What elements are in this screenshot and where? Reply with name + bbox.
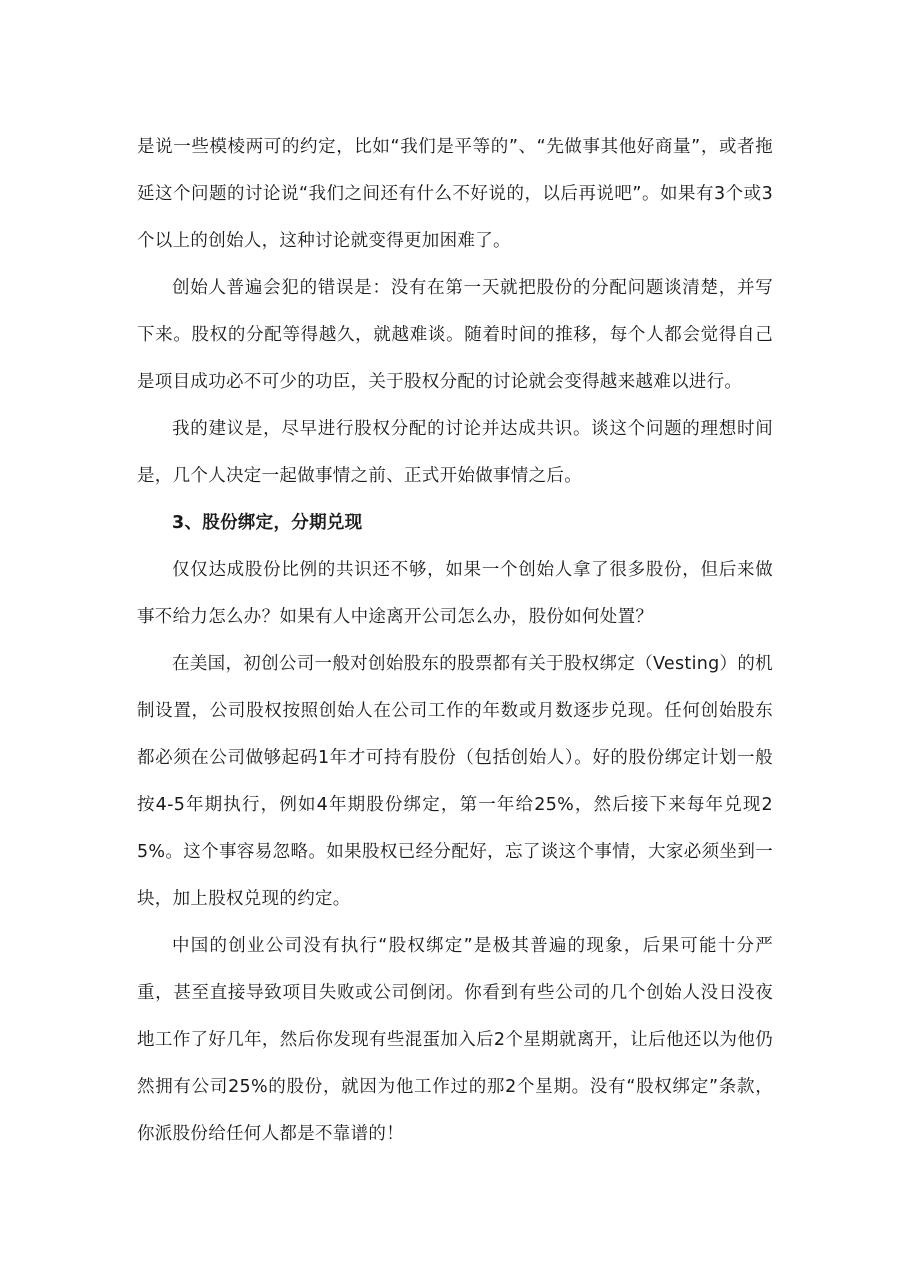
paragraph-vesting-us: 在美国，初创公司一般对创始股东的股票都有关于股权绑定（Vesting）的机制设置，公司股权按照创始人在公司工作的年数或月数逐步兑现。任何创始股东都必须在公司做够起码1年才可持有股份（包括创始人）。好的股份绑定计划一般按4-5年期执行，例如4年期股份绑定，第一年给25%，然后接下来每年兑现25%。这个事容易忽略。如果股权已经分配好，忘了谈这个事情，大家必须坐到一块，加上股权兑现的约定。 xyxy=(137,654,773,909)
paragraph-consensus-not-enough: 仅仅达成股份比例的共识还不够，如果一个创始人拿了很多股份，但后来做事不给力怎么办？如果有人中途离开公司怎么办，股份如何处置？ xyxy=(137,560,773,627)
paragraph-continued: 是说一些模棱两可的约定，比如“我们是平等的”、“先做事其他好商量”，或者拖延这个问题的讨论说“我们之间还有什么不好说的，以后再说吧”。如果有3个或3个以上的创始人，这种讨论就变得更加困难了。 xyxy=(137,137,773,251)
document-body xyxy=(137,124,773,1158)
paragraph-vesting-china: 中国的创业公司没有执行“股权绑定”是极其普遍的现象，后果可能十分严重，甚至直接导致项目失败或公司倒闭。你看到有些公司的几个创始人没日没夜地工作了好几年，然后你发现有些混蛋加入后2个星期就离开，让后他还以为他仍然拥有公司25%的股份，就因为他工作过的那2个星期。没有“股权绑定”条款，你派股份给任何人都是不靠谱的！ xyxy=(137,936,773,1144)
section-heading: 3、股份绑定，分期兑现 xyxy=(172,513,363,533)
paragraph-recommendation: 我的建议是，尽早进行股权分配的讨论并达成共识。谈这个问题的理想时间是，几个人决定一起做事情之前、正式开始做事情之后。 xyxy=(137,419,773,486)
paragraph-common-mistake: 创始人普遍会犯的错误是：没有在第一天就把股份的分配问题谈清楚，并写下来。股权的分配等得越久，就越难谈。随着时间的推移，每个人都会觉得自己是项目成功必不可少的功臣，关于股权分配的讨论就会变得越来越难以进行。 xyxy=(137,278,773,392)
